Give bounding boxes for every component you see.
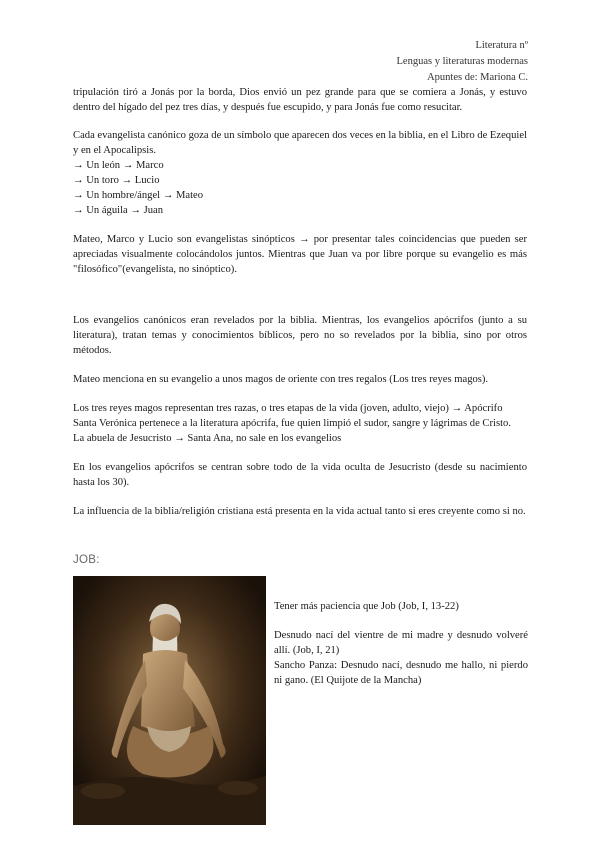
paragraph-canonicos-apocrifos: Los evangelios canónicos eran revelados por la biblia. Mientras, los evangelios apócrifos (junto a su literatura), tratan temas y conocimientos bíblicos, pero no so revelados por la biblia, sino por otros métodos. [73,315,527,356]
paragraph-veronica: Santa Verónica pertenece a la literatura apócrifa, fue quien limpió el sudor, sangre y lágrimas de Cristo. [73,418,511,429]
job-figure-illustration [73,576,266,825]
list-item-aguila: → Un águila → Juan [73,205,164,216]
paragraph-sinopticos: Mateo, Marco y Lucio son evangelistas sinópticos → por presentar tales coincidencias que pueden ser apreciadas visualmente colocándolos juntos. Mientras que Juan va por libre porque su evangelio es más "filosófico"(evangelista, no sinóptico). [73,234,527,275]
quote-sancho-panza: Sancho Panza: Desnudo nací, desnudo me hallo, ni pierdo ni gano. (El Quijote de la Mancha) [274,660,528,686]
page-header [397,38,529,86]
list-item-hombre: → Un hombre/ángel → Mateo [73,190,204,201]
paragraph-santa-ana: La abuela de Jesucristo → Santa Ana, no sale en los evangelios [73,433,342,444]
job-painting-image [73,576,266,825]
job-quotes [274,599,528,688]
list-item-toro: → Un toro → Lucio [73,175,160,186]
header-author: Apuntes de: Mariona C. [427,72,528,83]
quote-desnudo-naci: Desnudo nací del vientre de mi madre y desnudo volveré allí. (Job, I, 21) [274,630,528,656]
list-item-leon: → Un león → Marco [73,160,164,171]
paragraph-reyes-magos: Los tres reyes magos representan tres razas, o tres etapas de la vida (joven, adulto, viejo) → Apócrifo [73,403,503,414]
paragraph-evangelist-symbols: Cada evangelista canónico goza de un símbolo que aparecen dos veces en la biblia, en el Libro de Ezequiel y en el Apocalipsis. [73,130,527,156]
paragraph-magos: Mateo menciona en su evangelio a unos magos de oriente con tres regalos (Los tres reyes magos). [73,374,489,385]
quote-paciencia: Tener más paciencia que Job (Job, I, 13-22) [274,601,459,612]
section-title-job: JOB: [73,554,100,566]
body-text [73,85,527,519]
paragraph-vida-oculta: En los evangelios apócrifos se centran sobre todo de la vida oculta de Jesucristo (desde su nacimiento hasta los 30). [73,462,527,488]
header-course: Literatura nº [475,40,528,51]
paragraph-influencia: La influencia de la biblia/religión cristiana está presenta en la vida actual tanto si eres creyente como si no. [73,506,526,517]
header-subject: Lenguas y literaturas modernas [396,56,528,67]
paragraph-jonas: tripulación tiró a Jonás por la borda, Dios envió un pez grande para que se comiera a Jonás, y estuvo dentro del hígado del pez tres días, y después fue escupido, y para Jonás fue como resucitar. [73,87,527,113]
